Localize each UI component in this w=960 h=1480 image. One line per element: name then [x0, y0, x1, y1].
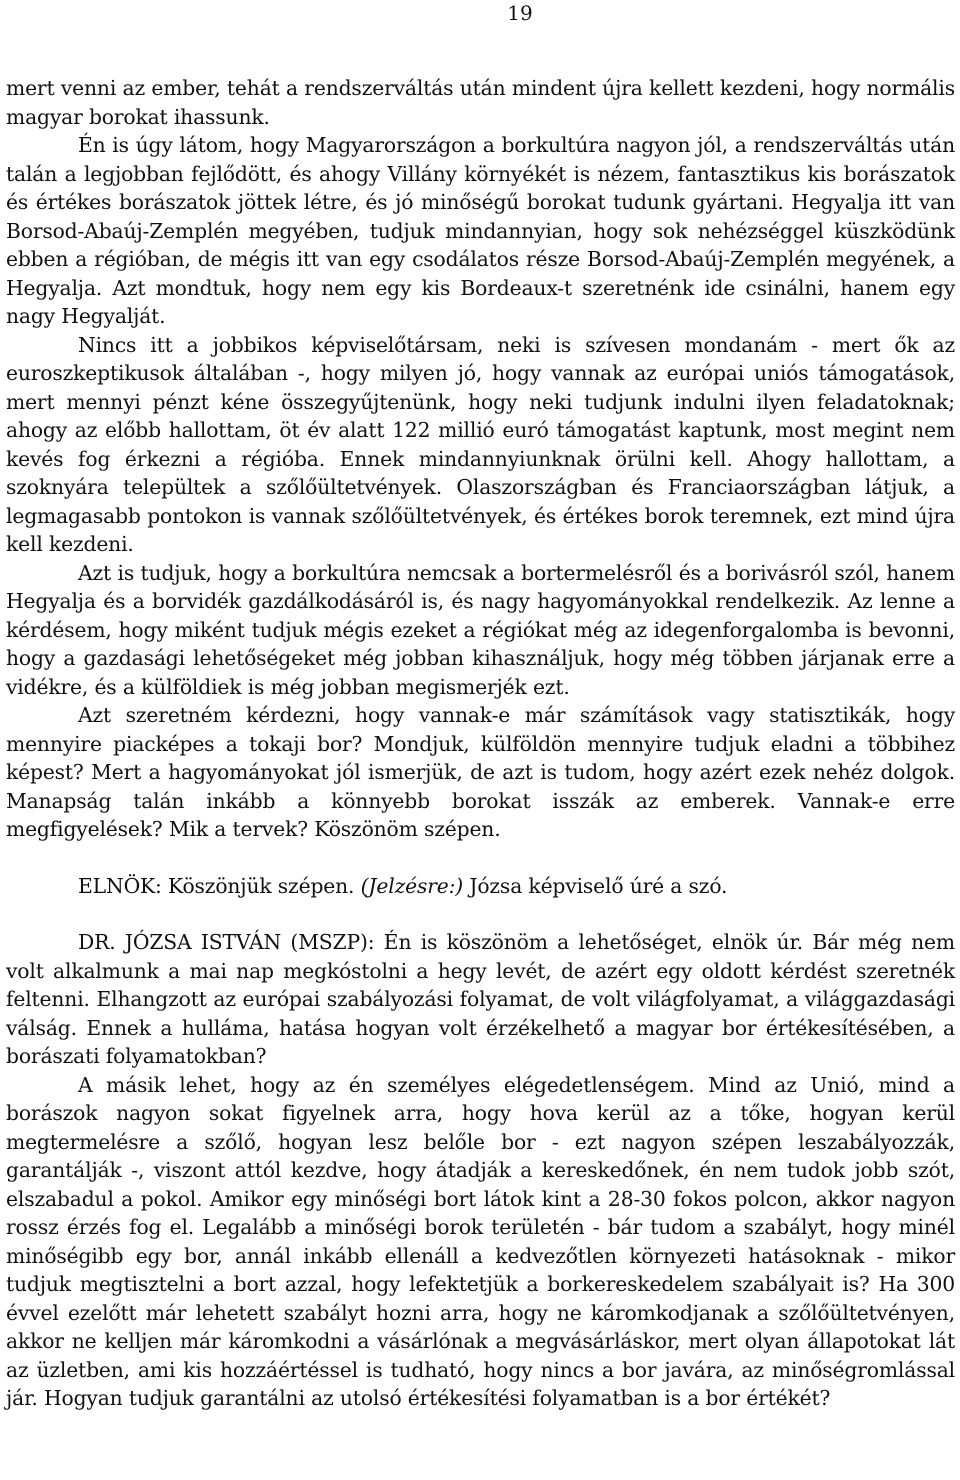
stage-direction: (Jelzésre:) — [360, 873, 464, 898]
paragraph: A másik lehet, hogy az én személyes elégedetlenségem. Mind az Unió, mind a borászok nagyon sokat figyelnek arra, hogy hova kerül az a tőke, hogyan kerül megtermelésre a szőlő, hogyan lesz belőle bor - ezt nagyon szépen leszabályozzák, garantálják -, viszont attól kezdve, hogy átadják a kereskedőnek, én nem tudok jobb szót, elszabadul a pokol. Amikor egy minőségi bort látok kint a 28-30 fokos polcon, akkor nagyon rossz érzés fog el. Legalább a minőségi borok területén - bár tudom a szabályt, hogy minél minőségibb egy bor, annál inkább ellenáll a kedvezőtlen környezeti hatásoknak - mikor tudjuk megtisztelni a bort azzal, hogy lefektetjük a borkereskedelem szabályait is? Ha 300 évvel ezelőtt már lehetett szabályt hozni arra, hogy ne káromkodjanak a szőlőültetvényen, akkor ne kelljen már káromkodni a vásárlónak a megvásárláskor, mert olyan állapotokat lát az üzletben, ami kis hozzáértéssel is tudható, hogy nincs a bor javára, az minőségromlással jár. Hogyan tudjuk garantálni az utolsó értékesítési folyamatban is a bor értékét? — [6, 1072, 955, 1410]
chair-statement — [6, 872, 955, 901]
paragraph: Azt is tudjuk, hogy a borkultúra nemcsak a bortermelésről és a borivásról szól, hanem Hegyalja és a borvidék gazdálkodásáról is, és nagy hagyományokkal rendelkezik. Az lenne a kérdésem, hogy miként tudjuk mégis ezeket a régiókat még az idegenforgalomba is bevonni, hogy a gazdasági lehetőségeket még jobban kihasználjuk, hogy még többen járjanak erre a vidékre, és a külföldiek is még jobban megismerjék ezt. — [6, 560, 955, 699]
paragraph: Én is úgy látom, hogy Magyarországon a borkultúra nagyon jól, a rendszerváltás után talán a legjobban fejlődött, és ahogy Villány környékét is nézem, fantasztikus kis borászatok és értékes borászatok jöttek létre, és jó minőségű borokat tudunk gyártani. Hegyalja itt van Borsod-Abaúj-Zemplén megyében, tudjuk mindannyian, hogy sok nehézséggel küszködünk ebben a régióban, de mégis itt van egy csodálatos része Borsod-Abaúj-Zemplén megyének, a Hegyalja. Azt mondtuk, hogy nem egy kis Bordeaux-t szeretnénk ide csinálni, hanem egy nagy Hegyalját. — [6, 133, 955, 328]
paragraph: mert venni az ember, tehát a rendszerváltás után mindent újra kellett kezdeni, hogy normális magyar borokat ihassunk. — [6, 76, 955, 129]
page-number: 19 — [507, 1, 533, 25]
paragraph-spacer — [6, 844, 955, 872]
paragraph: Nincs itt a jobbikos képviselőtársam, neki is szívesen mondanám - mert ők az euroszkeptikusok általában -, hogy milyen jó, hogy vannak az európai uniós támogatások, mert mennyi pénzt kéne összegyűjtenünk, hogy neki tudjunk indulni ilyen feladatoknak; ahogy az előbb hallottam, öt év alatt 122 millió euró támogatást kaptunk, most megint nem kevés fog érkezni a régióba. Ennek mindannyiunknak örülni kell. Ahogy hallottam, a szoknyára települtek a szőlőültetvények. Olaszországban és Franciaországban látjuk, a legmagasabb pontokon is vannak szőlőültetvények, és értékes borok teremnek, ezt mind újra kell kezdeni. — [6, 332, 955, 556]
paragraph: Azt szeretném kérdezni, hogy vannak-e már számítások vagy statisztikák, hogy mennyire piacképes a tokaji bor? Mondjuk, külföldön mennyire tudjuk eladni a többihez képest? Mert a hagyományokat jól ismerjük, de azt is tudom, hogy azért ezek nehéz dolgok. Manapság talán inkább a könnyebb borokat isszák az emberek. Vannak-e erre megfigyelések? Mik a tervek? Köszönöm szépen. — [6, 703, 955, 841]
speaker-statement: DR. JÓZSA ISTVÁN (MSZP): Én is köszönöm a lehetőséget, elnök úr. Bár még nem volt alkalmunk a mai nap megkóstolni a hegy levét, de azért egy oldott kérdést szeretnék feltenni. Elhangzott az európai szabályozási folyamat, de volt világfolyamat, a világgazdasági válság. Ennek a hulláma, hatása hogyan volt érzékelhető a magyar bor értékesítésében, a borászati folyamatokban? — [6, 930, 955, 1068]
chair-text-end: Józsa képviselő úré a szó. — [463, 873, 728, 898]
document-body — [6, 74, 955, 1413]
chair-text: ELNÖK: Köszönjük szépen. — [78, 873, 361, 898]
paragraph-spacer — [6, 900, 955, 928]
